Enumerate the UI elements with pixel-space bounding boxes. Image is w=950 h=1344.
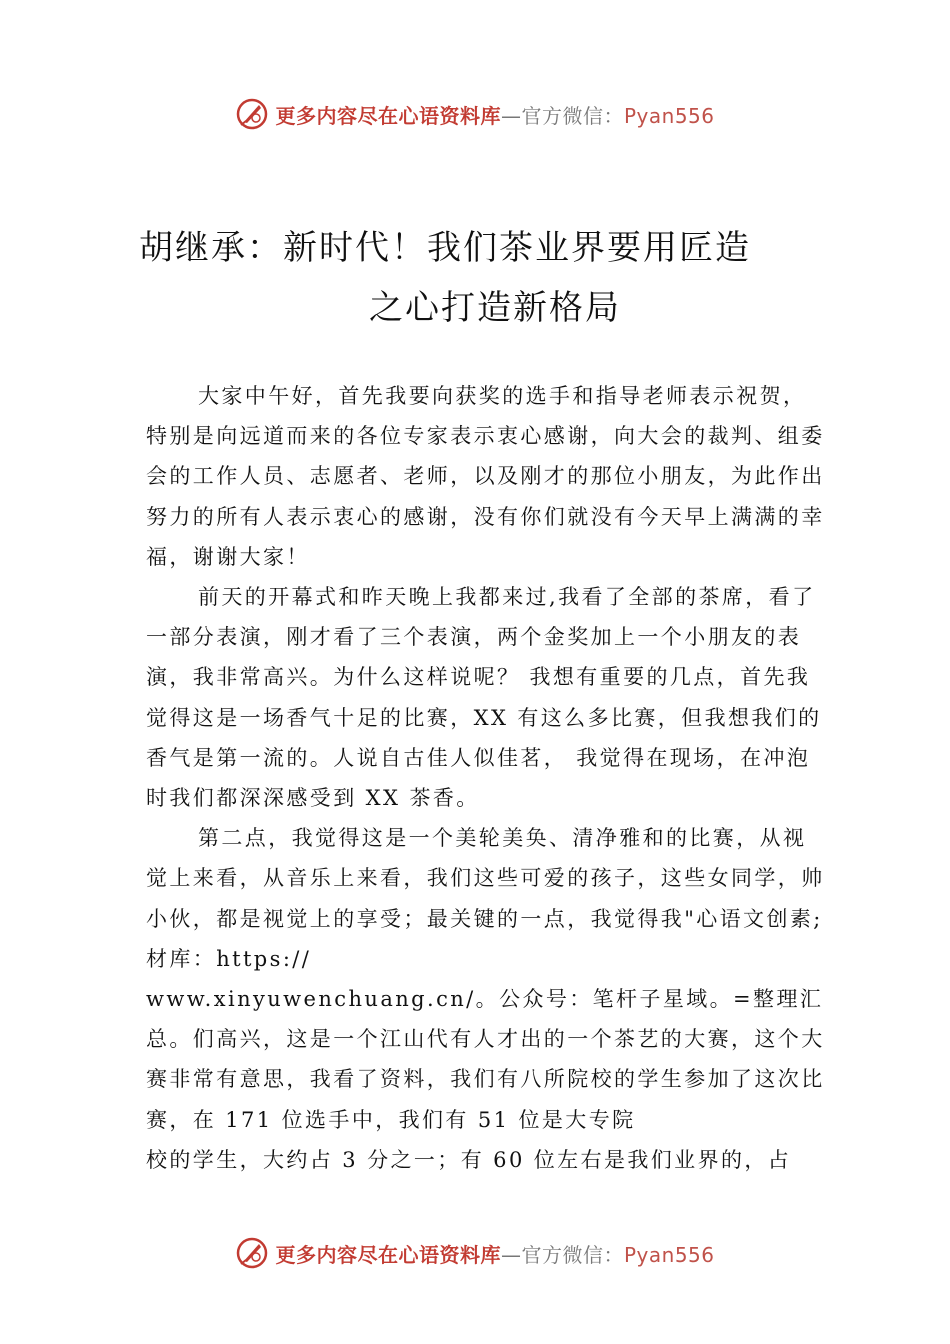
paragraph-1: 大家中午好，首先我要向获奖的选手和指导老师表示祝贺，特别是向远道而来的各位专家表示衷心感谢，向大会的裁判、组委会的工作人员、志愿者、老师，以及刚才的那位小朋友，为此作出努力的所有人表示衷心的感谢，没有你们就没有今天早上满满的幸福，谢谢大家！: [146, 384, 825, 569]
title-line-1: 胡继承：新时代！我们茶业界要用匠造: [139, 228, 751, 268]
quill-logo-icon: [235, 1236, 269, 1270]
footer-banner: [0, 1233, 950, 1273]
header-banner: [0, 94, 950, 134]
footer-wechat-label: 官方微信：: [521, 1242, 624, 1267]
page-title: [0, 218, 950, 338]
footer-banner-text: [275, 1239, 714, 1268]
header-site-name: 更多内容尽在心语资料库: [275, 103, 501, 128]
footer-wechat-id: Pyan556: [623, 1242, 715, 1267]
quill-logo-icon: [235, 97, 269, 131]
header-wechat-label: 官方微信：: [521, 103, 624, 128]
paragraph-2: 前天的开幕式和昨天晚上我都来过,我看了全部的茶席，看了一部分表演，刚才看了三个表演，两个金奖加上一个小朋友的表演，我非常高兴。为什么这样说呢？ 我想有重要的几点，首先我觉得这是一场香气十足的比赛，XX 有这么多比赛，但我想我们的香气是第一流的。人说自古佳人似佳茗， 我觉得在现场，在冲泡时我们都深深感受到 XX 茶香。: [146, 585, 822, 811]
footer-dash: —: [500, 1242, 522, 1267]
article-body: [146, 376, 826, 1180]
title-line-2: 之心打造新格局: [369, 288, 621, 328]
header-banner-text: [275, 100, 714, 129]
paragraph-3: 第二点，我觉得这是一个美轮美奂、清净雅和的比赛，从视觉上来看，从音乐上来看，我们这些可爱的孩子，这些女同学，帅小伙，都是视觉上的享受；最关键的一点，我觉得我"心语文创素;材库：https://: [146, 826, 825, 971]
paragraph-continuation: www.xinyuwenchuang.cn/。公众号：笔杆子星域。=整理汇总。们高兴，这是一个江山代有人才出的一个茶艺的大赛，这个大赛非常有意思，我看了资料，我们有八所院校的学生参加了这次比赛，在 171 位选手中，我们有 51 位是大专院: [146, 987, 825, 1132]
paragraph-last-line: 校的学生，大约占 3 分之一；有 60 位左右是我们业界的，占: [146, 1147, 792, 1172]
header-wechat-id: Pyan556: [623, 103, 715, 128]
header-dash: —: [500, 103, 522, 128]
footer-site-name: 更多内容尽在心语资料库: [275, 1242, 501, 1267]
